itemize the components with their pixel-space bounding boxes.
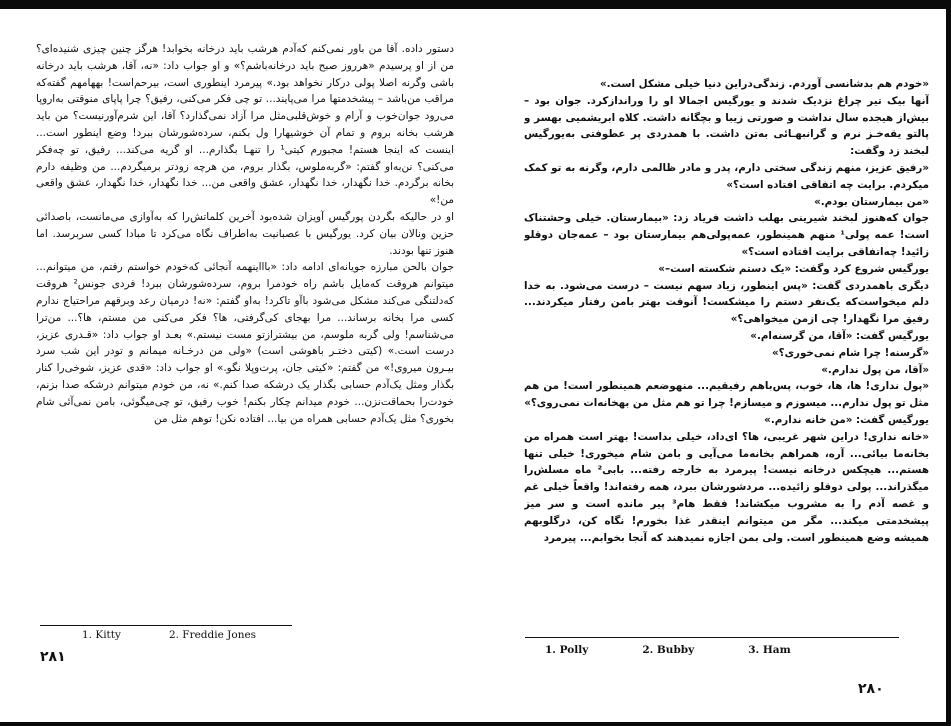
left-footnotes xyxy=(82,629,256,641)
left-page-number: ۲۸۱ xyxy=(40,649,66,665)
left-page xyxy=(0,0,475,726)
right-page-number: ۲۸۰ xyxy=(858,681,884,697)
right-page-body: «خودم هم بدشانسی آوردم. زندگی‌دراین دنیا خیلی مشکل است.» آنها بیک تیر چراغ نزدیک شدند و یورگیس اجمالا او را وراندازکرد. جوان بود – بیش‌از هیجده سال نداشت و صورتی زیبا و بچگانه داشت. کلاه ابریشمیی بهسر و پالتو یقه‌خـز نرم و گرانبهـائی به‌تن داشت. با همدردی پر عطوفتی به‌یورگیس لبخند زد وگفت: «رفیق عزیز، منهم زندگی سختی دارم، پدر و مادر ظالمی دارم، وگرنه به تو کمک میکردم. برایت چه اتفاقی افتاده است؟» «من بیمارستان بودم.» جوان که‌هنوز لبخند شیرینی بهلب داشت فریاد زد: «بیمارستان. خیلی وحشتناک است! عمه پولی¹ منهم همینطور، عمه‌پولی‌هم بیمارستان بود – عمه‌جان دوقلو زائید! چه‌اتفاقی برایت افتاده است؟» یورگیس شروع کرد وگفت: «یک دستم شکسته است–» دیگری باهمدردی گفت: «پس اینطور، زیاد سهم نیست – درست می‌شود. به خدا دلم میخواست‌که یک‌نفر دستم را میشکست! آنوقت بهتر بامن رفتار میکردند... رفیق مرا نگهدار! چی ازمن میخواهی؟» یورگیس گفت: «آقا، من گرسنه‌ام.» «گرسنه! چرا شام نمی‌خوری؟» «آقا، من پول ندارم.» «پول نداری! ها، ها، خوب، پس‌باهم رفیقیم... منهوضعم همینطور است! من هم مثل تو پول ندارم... میسوزم و میسازم! چرا تو هم مثل من بهخانه‌ات نمی‌روی؟» یورگیس گفت: «من خانه ندارم.» «خانه نداری! دراین شهر غریبی، ها؟ ای‌داد، خیلی بداست! بهتر است همراه من بخانه‌ما بیائی... آره، همراهم بخانه‌ما می‌آیی و بامن شام میخوری! خیلی تنها هستم... هیچکس درخانه نیست! پیرمرد به خارجه رفته... بابی² ماه مسلش‌را میگذراند... پولی دوقلو زائیده... مردشورشان ببرد، همه رفته‌اند! واقعاً خیلی غم و غصه آدم را به مشروب میکشاند! فقط هام³ پیر مانده است و سر میز پیشخدمتی میکند... مگر من میتوانم اینقدر غذا بخورم! نگاه کن، درگلوبهم همیشه وضع همینطور است. ولی بمن اجازه نمیدهند که آنجا بخوابم... پیرمرد xyxy=(524,78,929,544)
footnote: 1. Kitty xyxy=(82,629,121,641)
footnote: 3. Ham xyxy=(748,644,791,656)
right-footnote-rule xyxy=(525,637,899,638)
left-page-body: دستور داده. آقا من باور نمی‌کنم که‌آدم هرشب باید درخانه بخوابد! هرگز چنین چیزی شنیده‌ای؟ من از او پرسیدم «هرروز صبح باید درخانه‌باشم؟» و او جواب داد: «نه، آقا، هرشب باید درخانه باشی وگرنه اصلا پولی درکار نخواهد بود.» پیرمرد اینطوری است، بیرحم‌است! بههامهم گفته‌که مراقب من‌باشد – پیشخدمتها مرا می‌پایند... تو چی فکر می‌کنی، رفیق؟ چرا پاپای منوقتی به‌اروپا می‌رود جوان‌خوب و آرام و خوش‌قلبی‌مثل مرا آزاد نمی‌گذارد؟ آقا، این شرم‌آورنیست؟ من باید هرشب بخانه بروم و تمام آن خوشیهارا ول بکنم، سرده‌شورشان ببرد! وضع اینطور است... اینست که اینجا هستم! مجبورم کیتی¹ را تنهـا بگذارم... او گریه می‌کند... رفیق، تو چه‌فکر می‌کنی؟ نن‌به‌او گفتم: «گربه‌ملوس، بگذار بروم، من هرچه زودتر برمیگردم... من وظیفه دارم بخانه برگردم. خدا نگهدار، خدا نگهدار، عشق واقعی من... خدا نگهدار، خدا نگهدار، عشق واقعی من!» او در حالیکه بگردن پورگیس آویزان شده‌بود آخرین کلماتش‌را که به‌آوازی می‌مانست، باصدائی حزین ونالان بیان کرد. یورگیس با عصبانیت به‌اطراف نگاه می‌کرد تا مبادا کسی سربرسد. اما هنوز تنها بودند. جوان بالحن مبارزه جویانه‌ای ادامه داد: «باا‌اینهمه آنجائی که‌خودم خواستم رفتم، من میتوانم... میتوانم هروقت که‌مایل باشم راه خودمرا بروم، سرده‌شورشان ببرد! فردی جونس² هروقت که‌دلتنگی می‌کند مشکل می‌شود باآو تاکرد! به‌او گفتم: «نه! درمیان رعد وبرقهم مراحتیاج ندارم کسی مرا بخانه برساند... مرا بهجای کی‌گرفتی، ها؟ فکر می‌کنی من مستم، ها؟... من‌ترا می‌شناسم! ولی گربه ملوسم، من بیشترازتو مست نیستم.» بعـد او جواب داد: «قـدری عزیز، درست است.» (کیتی دختـر باهوشی است) «ولی من درخـانه میمانم و تودر این شب سرد بیـرون میروی!» من گفتم: «کیتی جان، پرت‌وپلا نگو.» او جواب داد: «قدی عزیز، شوخی‌را کنار بگذار ومثل یک‌آدم حسابی بگذار یک درشکه صدا کنم.» نه، من خودم میتوانم درشکه صدا بزنم، خودت‌را بحماقت‌نزن... خودم میدانم چکار بکنم! خوب رفیق، تو چی‌میگوئی، بامن نمی‌آئی شام بخوری؟ مثل یک‌آدم حسابی همراه من بیا... افتاده نکن! توهم مثل من xyxy=(36,43,454,425)
footnote: 2. Bubby xyxy=(642,644,695,656)
left-footnote-rule xyxy=(40,625,292,626)
right-footnotes xyxy=(545,644,791,656)
right-page xyxy=(475,0,945,726)
footnote: 2. Freddie Jones xyxy=(168,629,257,641)
footnote: 1. Polly xyxy=(545,644,589,656)
scan-right-border xyxy=(946,0,951,726)
